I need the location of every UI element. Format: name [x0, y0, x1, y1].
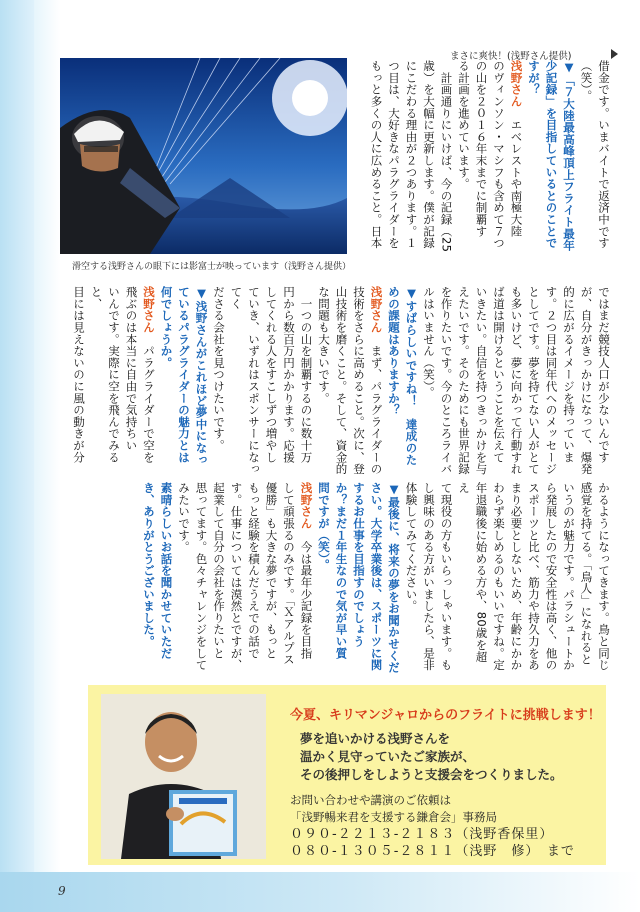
support-line: 温かく見守っていたご家族が、	[300, 749, 476, 764]
contact-tel-1: ０９０-２２１３-２１８３（浅野香保里）	[290, 827, 554, 842]
contact-info	[290, 792, 575, 860]
caption-arrow-icon	[611, 49, 618, 59]
text-line: 飛ぶのは本当に自由で気持ちい	[124, 286, 139, 452]
question-line: か？まだ１年生なので気が早い質	[334, 482, 349, 659]
portrait-photo-image	[101, 694, 266, 859]
question-line: 問ですが（笑）。	[317, 482, 331, 571]
text-line: ば道は開けるということを伝えて	[492, 286, 506, 463]
text-line: （笑）。	[579, 60, 594, 102]
photo-caption: 滑空する浅野さんの眼下には影富士が映っています（浅野さん提供）	[72, 262, 352, 272]
closing-line: 素晴らしいお話を聞かせていただ	[159, 482, 174, 659]
text-line: 歳）を大幅に更新します。僕が記録	[422, 60, 436, 249]
speaker-label: 浅野さん	[369, 286, 384, 334]
question-line: ているパラグライダーの魅力とは	[177, 286, 191, 463]
question-line: めの課題はありますか？	[387, 286, 401, 416]
paraglider-photo	[60, 58, 347, 254]
support-line: その後押しをしようと支援会をつくりました。	[300, 767, 563, 782]
contact-heading: お問い合わせや講演のご依頼は	[290, 793, 451, 807]
article-section-2	[66, 286, 612, 478]
text-line: パラグライダーで空を	[142, 333, 156, 464]
question-line: ▼すばらしいですね！ 達成のた	[404, 286, 419, 466]
speaker-label: 浅野さん	[299, 482, 314, 530]
text-line: 目には見えないのに風の動きが分	[72, 286, 86, 463]
text-line: る計画を進めています。	[457, 60, 471, 190]
text-line: もっと経験を積んだうえでの話で	[247, 482, 261, 659]
support-box-title: 今夏、キリマンジャロからのフライトに挑戦します！	[290, 708, 601, 723]
text-line: してくれる人をすこしずつ増やし	[264, 286, 279, 463]
text-line: スポーツと比べ、筋力や持久力をあ	[527, 482, 541, 671]
text-line: の山を２０１６年末までに制覇す	[474, 60, 489, 237]
text-line: す。２つ目は同年代へのメッセージ	[544, 286, 559, 475]
text-line: 優勝」も大きな夢ですが、もっと	[264, 482, 279, 659]
text-line: としてです。夢を持てない人がとて	[527, 286, 541, 475]
question-line: するお仕事を目指すのでしょう	[352, 482, 366, 648]
text-line: し興味のある方がいましたら、是非	[422, 482, 436, 671]
paraglider-photo-image	[60, 58, 347, 254]
top-photo-caption: まさに爽快！(浅野さん提供)	[450, 51, 572, 62]
text-line: にこだわる理由が２つあります。１	[404, 60, 419, 249]
question-line: ▼最後に、将来の夢をお聞かせくだ	[387, 482, 401, 674]
question-line: ▼「７大陸最高峰頂上フライト最年	[562, 60, 576, 252]
article-section-1	[352, 60, 612, 274]
text-line: いんです。実際に空を飛んでみると、	[89, 286, 121, 463]
page-number: 9	[58, 884, 66, 898]
text-line: が、自分がきっかけになって、爆発	[579, 286, 594, 475]
text-line: いうのが魅力です。パラシュートか	[562, 482, 576, 671]
text-line: 思ってます。色々チャレンジをして	[194, 482, 209, 671]
text-line: して頑張るのみです。「Ｘアルプス	[282, 482, 296, 666]
text-line: 円から数百万円かかります。応援	[282, 286, 296, 463]
text-line: みたいです。	[177, 482, 191, 553]
left-decorative-band	[0, 0, 34, 912]
text-line: す。仕事については漠然とですが、	[229, 482, 244, 671]
question-line: すが？	[527, 60, 541, 96]
question-line: 何でしょうか。	[159, 286, 174, 369]
question-line: さい。大学卒業後は、スポーツに関	[369, 482, 384, 671]
question-line: ▼浅野さんがこれほど夢中になっ	[194, 286, 209, 466]
text-line: を作りたいです。今のところライバ	[439, 286, 454, 475]
text-line: 計画通りにいけば、今の記録（25	[439, 60, 454, 253]
text-line: のヴィンソン・マシフも含めて７つ	[492, 60, 506, 249]
article-section-3	[132, 482, 612, 674]
text-line: ではまだ競技人口が少ないんです	[597, 286, 611, 463]
text-line: も多いけど、夢に向かって行動すれ	[509, 286, 524, 475]
text-line: 感覚を持てる。「鳥人」になれると	[579, 482, 594, 666]
text-line: ルはいません（笑）。	[422, 286, 436, 399]
left-decorative-gradient	[34, 0, 60, 912]
text-line: 的に広がるイメージを持っていま	[562, 286, 576, 463]
text-line: 年退職後に始める方や、80歳を超え	[457, 482, 489, 663]
text-line: 借金です。いまバイトで返済中です	[597, 60, 611, 249]
text-line: 山技術を磨くこと。そして、資金的	[334, 286, 349, 475]
speaker-label: 浅野さん	[509, 60, 524, 108]
text-line: まり必要としないため、年齢にかか	[509, 482, 524, 671]
text-line: ていき、いずれはスポンサーになってく	[229, 286, 261, 475]
text-line: な問題も大きいです。	[317, 286, 331, 404]
support-box-text	[300, 730, 563, 784]
bottom-decorative-strip	[0, 872, 640, 912]
contact-org: 「浅野暢来君を支援する鎌倉会」事務局	[290, 810, 497, 824]
text-line: かるようになってきます。鳥と同じ	[597, 482, 611, 671]
text-line: ら発展したので安全性は高く、他の	[544, 482, 559, 671]
text-line: いきたい。自信を持つきっかけを与	[474, 286, 489, 475]
text-line: 今は最年少記録を目指	[299, 529, 314, 660]
question-line: 少記録」を目指しているとのことで	[544, 60, 559, 249]
text-line: まず、パラグライダーの	[369, 333, 384, 475]
text-line: 技術をさらに高めること。次に、登	[352, 286, 366, 475]
text-line: 一つの山を制覇するのに数十万	[299, 286, 314, 463]
text-line: ださる会社を見つけたいです。	[212, 286, 226, 452]
contact-tel-2: ０８０-１３０５-２８１１（浅野 修） まで	[290, 844, 575, 859]
text-line: わらず楽しめるのもいいですね。定	[492, 482, 506, 671]
closing-line: き、ありがとうございました。	[142, 482, 156, 648]
text-line: えたいです。そのためにも世界記録	[457, 286, 471, 475]
portrait-photo	[101, 694, 266, 859]
text-line: 体験してみてください。	[404, 482, 419, 612]
text-line: つ目は、大好きなパラグライダーを	[387, 60, 401, 249]
support-line: 夢を追いかける浅野さんを	[300, 731, 451, 746]
speaker-label: 浅野さん	[142, 286, 156, 334]
text-line: エベレストや南極大陸	[509, 107, 524, 238]
text-line: もっと多くの人に広めること。日本	[369, 60, 384, 249]
text-line: て現役の方もいらっしゃいます。も	[439, 482, 454, 671]
text-line: 起業して自分の会社を作りたいと	[212, 482, 226, 659]
